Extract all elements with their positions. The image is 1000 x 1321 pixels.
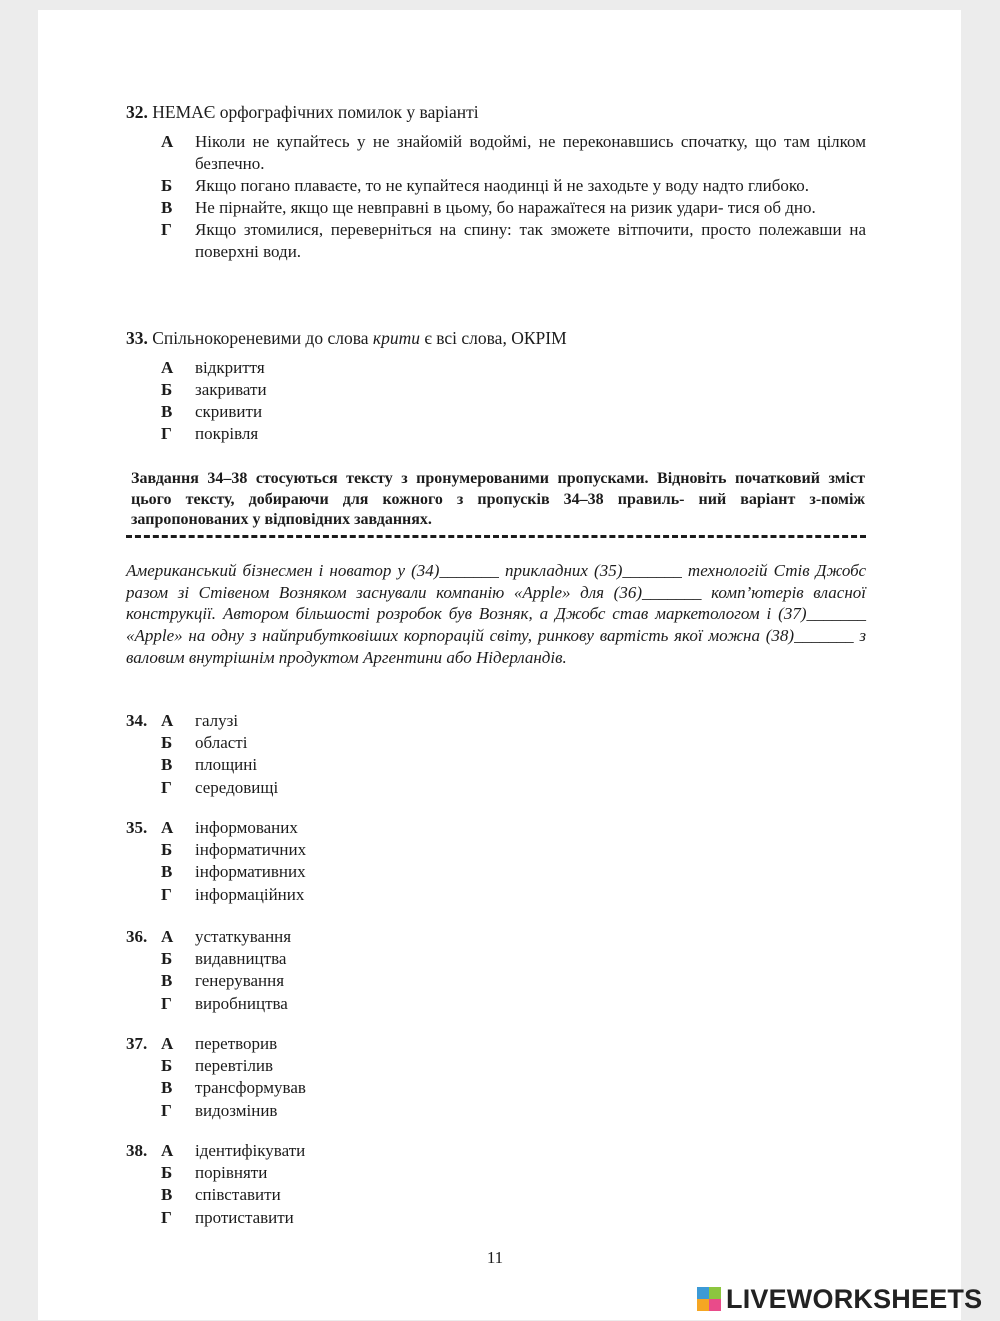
option-text: перевтілив <box>195 1056 274 1076</box>
option-g[interactable] <box>126 1207 526 1229</box>
option-v[interactable] <box>126 754 526 776</box>
option-text: Ніколи не купайтесь у не знайомій водоймі, не переконавшись спочатку, що там цілком безпечно. <box>195 132 866 173</box>
liveworksheets-brand <box>697 1285 982 1313</box>
option-letter: А <box>161 1141 174 1160</box>
option-a[interactable] <box>126 817 526 839</box>
passage-text: Американський бізнесмен і новатор у (34)_______ прикладних (35)_______ технологій Стів Джобс разом зі Стівеном Возняком заснували компанію «Apple» для (36)_______ комп’ютерів власної конструкції. Автором більшості розробок був Возняк, а Джобс став маркетологом і (37)_______ «Apple» на одну з найприбутковіших корпорацій світу, ринкову вартість якої можна (38)_______ з валовим внутрішнім продуктом Аргентини або Нідерландів. <box>126 561 866 667</box>
option-text: скривити <box>195 402 263 421</box>
question-36 <box>126 926 526 1015</box>
option-text: виробництва <box>195 993 288 1013</box>
option-text: інформативних <box>195 862 306 882</box>
option-letter: В <box>161 1078 173 1098</box>
option-letter: Б <box>161 1056 173 1076</box>
question-text-before: Спільнокореневими до слова <box>152 328 373 348</box>
option-letter: А <box>161 818 174 837</box>
option-g[interactable] <box>126 777 526 799</box>
option-letter: Г <box>161 993 172 1013</box>
option-text: покрівля <box>195 424 259 443</box>
question-text-italic: крити <box>372 328 420 348</box>
option-b[interactable] <box>126 379 866 401</box>
logo-square-icon <box>709 1287 721 1299</box>
option-v[interactable] <box>126 861 526 883</box>
option-a[interactable] <box>126 357 866 379</box>
option-g[interactable] <box>126 993 526 1015</box>
option-letter: В <box>161 862 173 882</box>
question-number: 32. <box>126 102 148 122</box>
option-letter: Б <box>161 840 173 860</box>
logo-square-icon <box>697 1299 709 1311</box>
option-letter: Г <box>161 424 172 443</box>
question-37 <box>126 1033 526 1122</box>
option-text: Якщо зтомилися, переверніться на спину: так зможете вітпочити, просто полежавши на поверхні води. <box>195 220 866 261</box>
question-33-stem <box>126 327 866 349</box>
option-text: Не пірнайте, якщо ще невправні в цьому, бо наражаїтеся на ризик удари- тися об дно. <box>195 198 816 217</box>
option-text: середовищі <box>195 777 279 797</box>
option-text: співставити <box>195 1185 281 1205</box>
question-32-stem <box>126 101 866 123</box>
option-text: ідентифікувати <box>195 1141 306 1160</box>
option-letter: А <box>161 927 174 946</box>
option-v[interactable] <box>126 970 526 992</box>
option-letter: Б <box>161 176 173 195</box>
option-letter: Б <box>161 733 173 753</box>
option-text: трансформував <box>195 1078 306 1098</box>
option-letter: В <box>161 198 173 217</box>
option-g[interactable] <box>126 219 866 263</box>
option-a[interactable] <box>126 1140 526 1162</box>
option-text: інформатичних <box>195 840 307 860</box>
option-g[interactable] <box>126 1100 526 1122</box>
question-number: 37. <box>126 1034 148 1053</box>
question-text-after: є всі слова, ОКРІМ <box>419 328 567 348</box>
option-a[interactable] <box>126 710 526 732</box>
option-letter: Г <box>161 884 172 904</box>
option-letter: Г <box>161 777 172 797</box>
option-letter: А <box>161 358 174 377</box>
option-text: площині <box>195 755 258 775</box>
option-letter: А <box>161 1034 174 1053</box>
option-b[interactable] <box>126 175 866 197</box>
option-letter: Б <box>161 1163 173 1183</box>
liveworksheets-logo-icon <box>697 1287 721 1311</box>
option-text: відкриття <box>195 358 265 377</box>
option-a[interactable] <box>126 1033 526 1055</box>
option-g[interactable] <box>126 423 866 445</box>
option-v[interactable] <box>126 1184 526 1206</box>
option-text: устаткування <box>195 927 292 946</box>
task-instruction: Завдання 34–38 стосуються тексту з пронумерованими пропусками. Відновіть початковий зміст цього тексту, добираючи для кожного з пропусків 34–38 правиль- ний варіант з-поміж запропонованих у відповідних завданнях. <box>131 470 865 528</box>
option-a[interactable] <box>126 926 526 948</box>
option-text: Якщо погано плаваєте, то не купайтеся наодинці й не заходьте у воду надто глибоко. <box>195 176 809 195</box>
question-number: 34. <box>126 711 148 730</box>
logo-square-icon <box>697 1287 709 1299</box>
question-38 <box>126 1140 526 1229</box>
option-b[interactable] <box>126 732 526 754</box>
option-letter: Б <box>161 949 173 969</box>
question-number: 35. <box>126 818 148 837</box>
option-letter: В <box>161 755 173 775</box>
option-text: протиставити <box>195 1207 294 1227</box>
option-text: видавництва <box>195 949 287 969</box>
option-text: видозмінив <box>195 1100 278 1120</box>
option-text: інформованих <box>195 818 298 837</box>
option-text: перетворив <box>195 1034 278 1053</box>
option-letter: В <box>161 402 173 421</box>
option-letter: А <box>161 132 174 151</box>
question-32 <box>126 101 866 263</box>
logo-square-icon <box>709 1299 721 1311</box>
option-letter: Г <box>161 1207 172 1227</box>
question-number: 38. <box>126 1141 148 1160</box>
option-b[interactable] <box>126 1162 526 1184</box>
page-number: 11 <box>486 1248 504 1267</box>
option-v[interactable] <box>126 401 866 423</box>
option-letter: Г <box>161 220 172 239</box>
option-g[interactable] <box>126 884 526 906</box>
option-v[interactable] <box>126 197 866 219</box>
dashed-divider <box>126 535 866 538</box>
brand-name: LIVEWORKSHEETS <box>726 1283 983 1314</box>
option-text: інформаційних <box>195 884 305 904</box>
question-35 <box>126 817 526 906</box>
option-v[interactable] <box>126 1077 526 1099</box>
question-33 <box>126 327 866 445</box>
question-text: НЕМАЄ орфографічних помилок у варіанті <box>152 102 479 122</box>
option-a[interactable] <box>126 131 866 175</box>
option-b[interactable] <box>126 839 526 861</box>
option-letter: Г <box>161 1100 172 1120</box>
question-number: 36. <box>126 927 148 946</box>
option-letter: В <box>161 971 173 991</box>
option-letter: А <box>161 711 174 730</box>
option-b[interactable] <box>126 948 526 970</box>
option-text: галузі <box>195 711 239 730</box>
option-text: порівняти <box>195 1163 268 1183</box>
option-letter: Б <box>161 380 173 399</box>
option-letter: В <box>161 1185 173 1205</box>
option-text: закривати <box>195 380 267 399</box>
option-text: області <box>195 733 248 753</box>
question-number: 33. <box>126 328 148 348</box>
option-b[interactable] <box>126 1055 526 1077</box>
option-text: генерування <box>195 971 285 991</box>
question-34 <box>126 710 526 799</box>
